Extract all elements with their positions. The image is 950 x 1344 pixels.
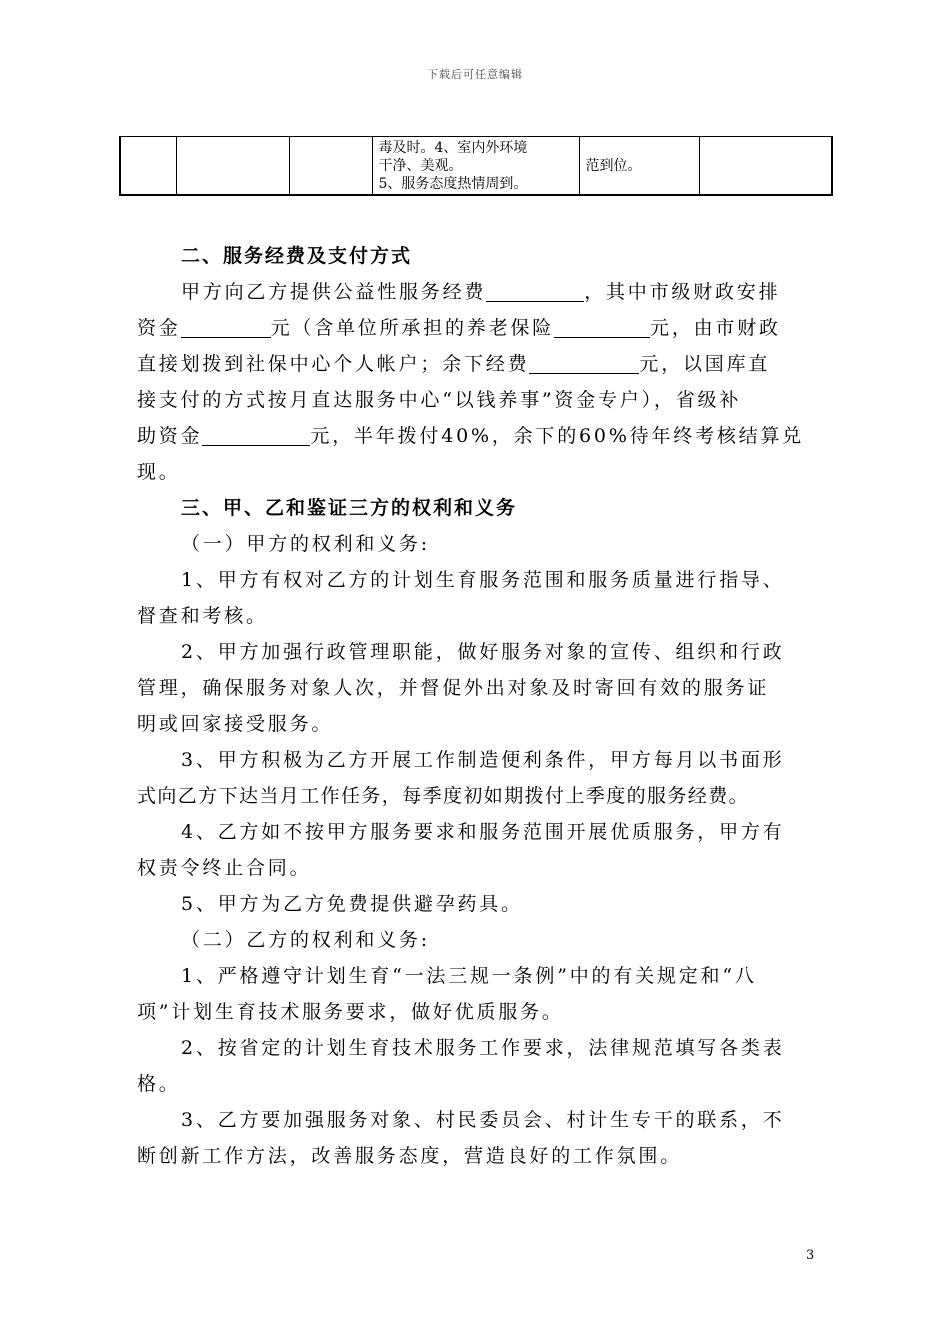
paragraph-line: 3、甲方积极为乙方开展工作制造便利条件，甲方每月以书面形 <box>181 749 785 771</box>
paragraph-line: 直接划拨到社保中心个人帐户；余下经费 元，以国库直 <box>137 353 771 375</box>
paragraph-line: 接支付的方式按月直达服务中心“以钱养事”资金专户），省级补 <box>137 389 742 411</box>
paragraph-line: 2、按省定的计划生育技术服务工作要求，法律规范填写各类表 <box>181 1037 785 1059</box>
paragraph-line: 现。 <box>137 461 181 483</box>
paragraph-line: 项”计划生育技术服务要求，做好优质服务。 <box>137 1001 564 1023</box>
paragraph-line: 1、甲方有权对乙方的计划生育服务范围和服务质量进行指导、 <box>181 569 785 591</box>
paragraph-line: 1、严格遵守计划生育“一法三规一条例”中的有关规定和“八 <box>181 965 757 987</box>
service-table <box>119 136 833 196</box>
paragraph-line: 督查和考核。 <box>137 605 268 627</box>
table-cell-empty <box>289 137 372 196</box>
table-row <box>120 137 832 196</box>
table-cell-empty <box>699 137 832 196</box>
fill-blank[interactable] <box>202 425 310 446</box>
fill-blank[interactable] <box>486 281 584 302</box>
page-header: 下载后可任意编辑 <box>427 68 523 81</box>
fill-blank[interactable] <box>181 317 271 338</box>
section-heading: 二、服务经费及支付方式 <box>181 245 413 267</box>
table-cell-requirements <box>372 137 579 196</box>
cell-line: 毒及时。4、室内外环境 <box>378 139 528 156</box>
paragraph-line: 明或回家接受服务。 <box>137 713 334 735</box>
paragraph-line: 管理，确保服务对象人次，并督促外出对象及时寄回有效的服务证 <box>137 677 770 699</box>
table-cell-empty <box>176 137 289 196</box>
paragraph-line: 式向乙方下达当月工作任务，每季度初如期拨付上季度的服务经费。 <box>137 785 750 807</box>
fill-blank[interactable] <box>554 317 650 338</box>
cell-line: 5、服务态度热情周到。 <box>378 175 528 192</box>
cell-line: 干净、美观。 <box>378 157 463 174</box>
paragraph-line: 4、乙方如不按甲方服务要求和服务范围开展优质服务，甲方有 <box>181 821 785 843</box>
section-heading: 三、甲、乙和鉴证三方的权利和义务 <box>181 497 518 519</box>
table-cell-standard: 范到位。 <box>579 137 699 196</box>
paragraph-line: 断创新工作方法，改善服务态度，营造良好的工作氛围。 <box>137 1145 683 1167</box>
paragraph-line: 3、乙方要加强服务对象、村民委员会、村计生专干的联系，不 <box>181 1109 785 1131</box>
paragraph-line: 5、甲方为乙方免费提供避孕药具。 <box>181 893 523 915</box>
document-body <box>137 238 815 1174</box>
paragraph-line: 资金 元（含单位所承担的养老保险 元，由市财政 <box>137 317 781 339</box>
paragraph-line: 2、甲方加强行政管理职能，做好服务对象的宣传、组织和行政 <box>181 641 785 663</box>
paragraph-line: 甲方向乙方提供公益性服务经费 ，其中市级财政安排 <box>181 281 781 303</box>
page-number: 3 <box>806 1248 815 1263</box>
fill-blank[interactable] <box>529 353 639 374</box>
paragraph-line: 助资金 元，半年拨付40%，余下的60%待年终考核结算兑 <box>137 425 805 447</box>
table-cell-empty <box>120 137 176 196</box>
paragraph-line: 权责令终止合同。 <box>137 857 312 879</box>
paragraph-line: 格。 <box>137 1073 181 1095</box>
subsection-heading: （二）乙方的权利和义务: <box>181 929 431 951</box>
subsection-heading: （一）甲方的权利和义务: <box>181 533 431 555</box>
